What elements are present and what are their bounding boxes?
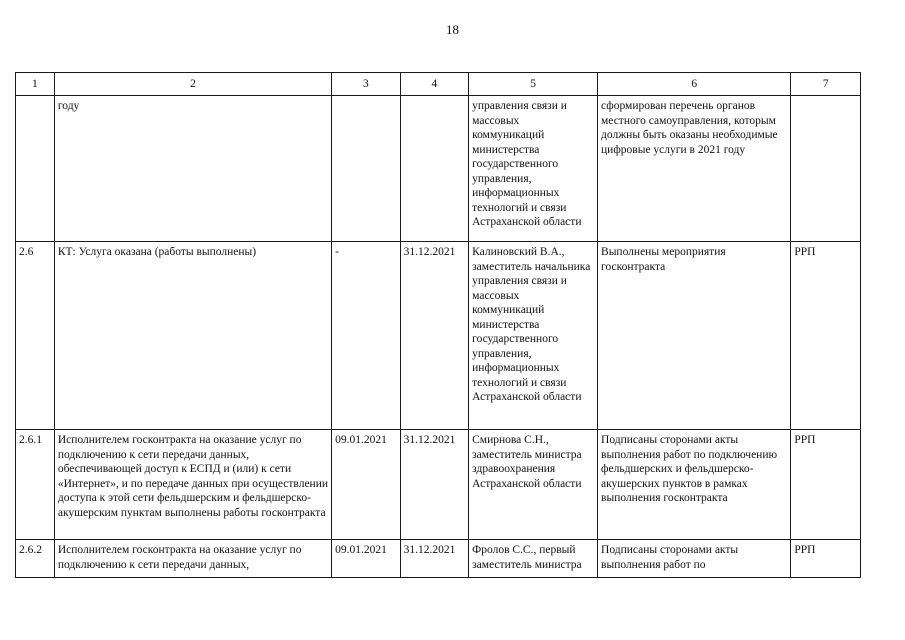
cell-type: РРП bbox=[791, 430, 861, 540]
cell-responsible: Смирнова С.Н., заместитель министра здравоохранения Астраханской области bbox=[469, 430, 598, 540]
header-cell: 5 bbox=[469, 73, 598, 96]
cell-name: году bbox=[54, 96, 331, 242]
header-cell: 7 bbox=[791, 73, 861, 96]
cell-responsible: управления связи и массовых коммуникаций министерства государственного управления, информационных технологий и связи Астраханской области bbox=[469, 96, 598, 242]
cell-name: Исполнителем госконтракта на оказание услуг по подключению к сети передачи данных, обеспечивающей доступ к ЕСПД и (или) к сети «Интернет», и по передаче данных при осуществлении доступа к этой сети фельдшерским и фельдшерско-акушерским пунктам выполнены работы госконтракта bbox=[54, 430, 331, 540]
cell-responsible: Калиновский В.А., заместитель начальника управления связи и массовых коммуникаций министерства государственного управления, информационных технологий и связи Астраханской области bbox=[469, 242, 598, 430]
cell-num bbox=[16, 96, 55, 242]
cell-start bbox=[332, 96, 401, 242]
plan-table bbox=[15, 72, 861, 578]
page-number: 18 bbox=[446, 22, 459, 37]
cell-result: Подписаны сторонами акты выполнения работ по подключению фельдшерских и фельдшерско-акушерских пунктов в рамках выполнения госконтракта bbox=[598, 430, 791, 540]
cell-start: 09.01.2021 bbox=[332, 540, 401, 578]
cell-type: РРП bbox=[791, 242, 861, 430]
cell-result: Выполнены мероприятия госконтракта bbox=[598, 242, 791, 430]
header-cell: 3 bbox=[332, 73, 401, 96]
header-cell: 2 bbox=[54, 73, 331, 96]
cell-name: Исполнителем госконтракта на оказание услуг по подключению к сети передачи данных, bbox=[54, 540, 331, 578]
cell-type bbox=[791, 96, 861, 242]
table-row bbox=[16, 242, 861, 430]
table-row bbox=[16, 430, 861, 540]
table-header-row bbox=[16, 73, 861, 96]
cell-end: 31.12.2021 bbox=[400, 242, 469, 430]
cell-start: - bbox=[332, 242, 401, 430]
cell-type: РРП bbox=[791, 540, 861, 578]
cell-result: сформирован перечень органов местного самоуправления, которым должны быть оказаны необходимые цифровые услуги в 2021 году bbox=[598, 96, 791, 242]
header-cell: 6 bbox=[598, 73, 791, 96]
cell-num: 2.6 bbox=[16, 242, 55, 430]
cell-end: 31.12.2021 bbox=[400, 540, 469, 578]
cell-name: КТ: Услуга оказана (работы выполнены) bbox=[54, 242, 331, 430]
cell-result: Подписаны сторонами акты выполнения работ по bbox=[598, 540, 791, 578]
header-cell: 4 bbox=[400, 73, 469, 96]
cell-start: 09.01.2021 bbox=[332, 430, 401, 540]
cell-num: 2.6.2 bbox=[16, 540, 55, 578]
table-row bbox=[16, 540, 861, 578]
cell-responsible: Фролов С.С., первый заместитель министра bbox=[469, 540, 598, 578]
table-row bbox=[16, 96, 861, 242]
cell-num: 2.6.1 bbox=[16, 430, 55, 540]
header-cell: 1 bbox=[16, 73, 55, 96]
cell-end bbox=[400, 96, 469, 242]
cell-end: 31.12.2021 bbox=[400, 430, 469, 540]
